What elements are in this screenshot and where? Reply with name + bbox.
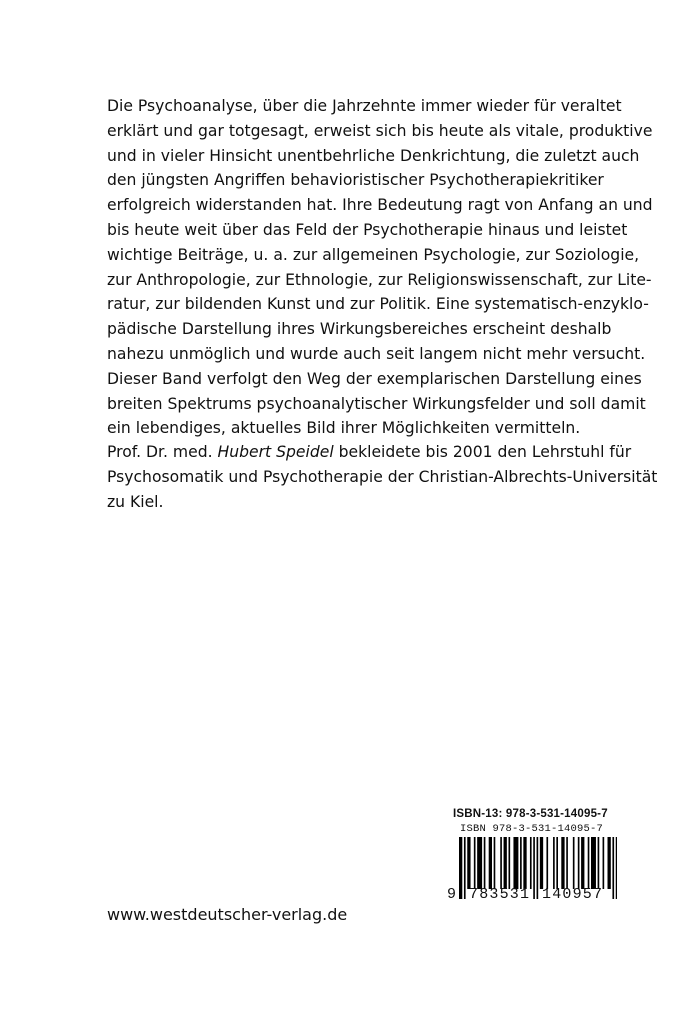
barcode-bar [500,837,502,889]
isbn-label: ISBN-13: 978-3-531-14095-7 [453,808,608,820]
barcode-bar [608,837,611,889]
author-bio-line [107,440,632,465]
barcode-bar [494,837,496,889]
description-line: den jüngsten Angriffen behavioristischer Psychotherapiekritiker [107,171,604,190]
barcode-bar [540,837,543,889]
description-line: und in vieler Hinsicht unentbehrliche Denkrichtung, die zuletzt auch [107,146,640,165]
barcode-bar [591,837,596,889]
description-line: Dieser Band verfolgt den Weg der exemplarischen Darstellung eines [107,369,642,388]
barcode-bar [581,837,584,889]
description-line: pädische Darstellung ihres Wirkungsbereiches erscheint deshalb [107,320,612,339]
barcode-bar [616,837,617,899]
barcode-bar [484,837,486,889]
barcode-bar [477,837,482,889]
barcode-bar [520,837,522,889]
barcode-bar [556,837,558,889]
barcode-bar [513,837,518,889]
barcode-bar [578,837,580,889]
barcode-bar [504,837,507,889]
barcode-bar [464,837,466,899]
barcode-bar [533,837,535,899]
description-line: ratur, zur bildenden Kunst und zur Politik. Eine systematisch-enzyklo- [107,295,649,314]
isbn-barcode [445,822,617,912]
barcode-bar [612,837,614,899]
barcode-bar [546,837,548,889]
author-bio-line: zu Kiel. [107,492,164,511]
barcode-bar [530,837,532,889]
barcode-bar [509,837,511,889]
description-line: wichtige Beiträge, u. a. zur allgemeinen Psychologie, zur Soziologie, [107,245,640,264]
description-line: breiten Spektrums psychoanalytischer Wirkungsfelder und soll damit [107,394,646,413]
barcode-bar [573,837,575,889]
barcode-bar [553,837,555,889]
barcode-bar [467,837,470,889]
author-bio-prefix: Prof. Dr. med. [107,443,218,461]
barcode-bar [489,837,492,889]
barcode-bar [459,837,462,899]
publisher-website: www.westdeutscher-verlag.de [107,905,348,924]
barcode-bar [603,837,605,889]
barcode-bar [561,837,564,889]
description-line: erklärt und gar totgesagt, erweist sich bis heute als vitale, produktive [107,121,653,140]
book-description [107,94,653,441]
barcode-isbn-header: ISBN 978-3-531-14095-7 [460,823,604,835]
description-line: erfolgreich widerstanden hat. Ihre Bedeutung ragt von Anfang an und [107,196,653,215]
barcode-bar [474,837,476,889]
author-bio-line: Psychosomatik und Psychotherapie der Christian-Albrechts-Universität [107,467,658,486]
barcode-bar [523,837,526,889]
author-bio-suffix: bekleidete bis 2001 den Lehrstuhl für [333,443,632,461]
author-bio [107,440,658,514]
description-line: zur Anthropologie, zur Ethnologie, zur Religionswissenschaft, zur Lite- [107,270,652,289]
author-name: Hubert Speidel [217,443,334,461]
barcode-bar [566,837,568,889]
barcode-digits-left: 783531 [469,886,531,903]
description-line: Die Psychoanalyse, über die Jahrzehnte immer wieder für veraltet [107,97,622,115]
barcode-bar [588,837,590,889]
description-line: nahezu unmöglich und wurde auch seit langem nicht mehr versucht. [107,344,646,363]
description-line: bis heute weit über das Feld der Psychotherapie hinaus und leistet [107,220,628,239]
barcode-digits-right: 140957 [542,886,604,903]
description-line: ein lebendiges, aktuelles Bild ihrer Möglichkeiten vermitteln. [107,419,581,438]
barcode-bar [537,837,539,899]
barcode-bar [598,837,600,889]
barcode-digit-first: 9 [447,886,457,903]
